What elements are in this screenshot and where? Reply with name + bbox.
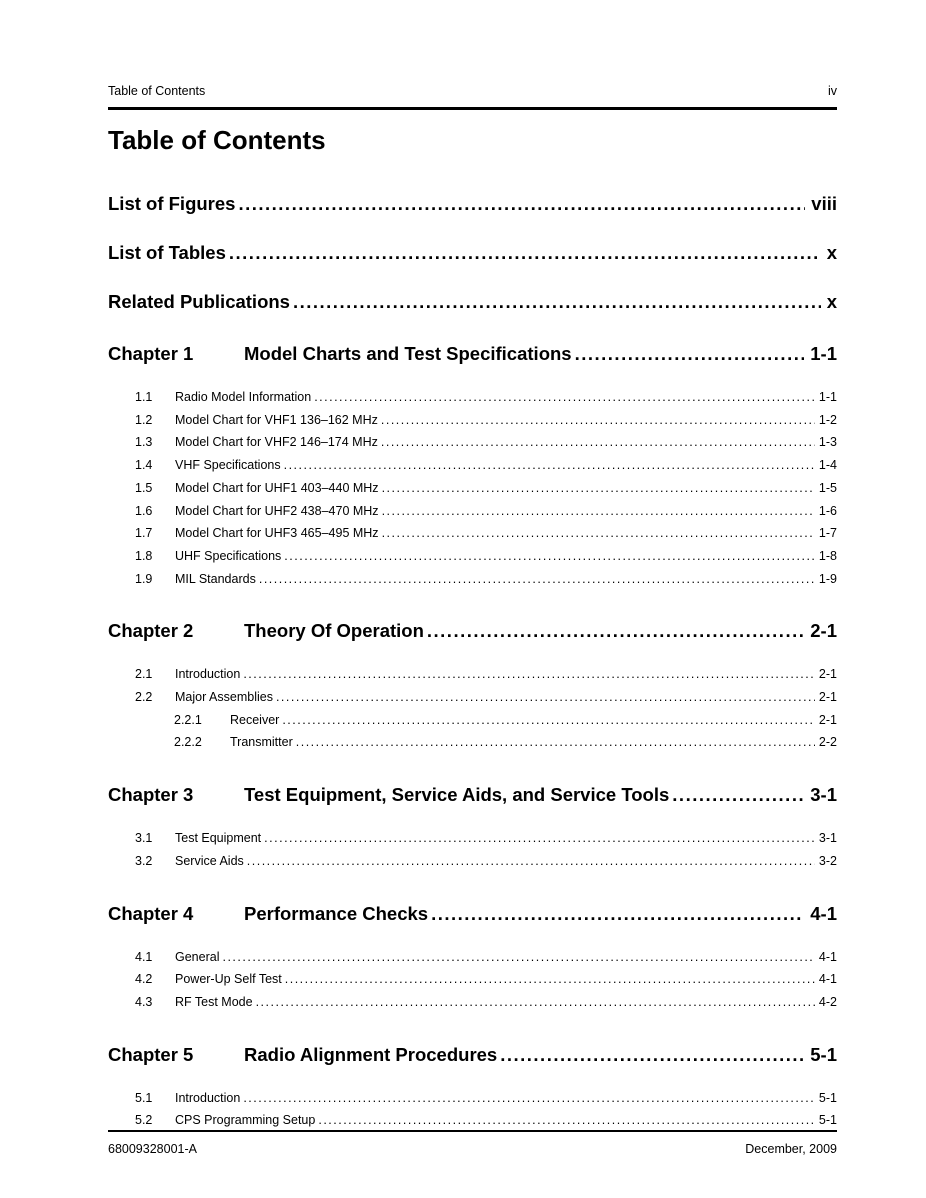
section-page: 4-1 <box>818 972 837 987</box>
section-number: 2.2.2 <box>174 735 202 750</box>
dot-leader <box>293 291 821 313</box>
toc-entry-label: List of Tables <box>108 242 226 263</box>
section-number: 1.9 <box>135 571 153 586</box>
chapter-page: 3-1 <box>810 784 837 806</box>
section-page: 1-9 <box>818 571 837 586</box>
section-number: 4.1 <box>135 949 153 964</box>
dot-leader <box>381 431 815 454</box>
section-page: 1-4 <box>818 458 837 473</box>
toc-section-entry[interactable] <box>108 968 837 991</box>
dot-leader <box>427 620 804 642</box>
dot-leader <box>256 991 815 1014</box>
dot-leader <box>318 1109 815 1132</box>
dot-leader <box>314 386 815 409</box>
section-title: Transmitter <box>230 735 293 750</box>
section-page: 4-2 <box>818 994 837 1009</box>
toc-section-entry[interactable] <box>108 991 837 1014</box>
section-page: 3-1 <box>818 831 837 846</box>
chapter-title: Performance Checks <box>244 902 429 924</box>
toc-entry-page: x <box>826 242 837 263</box>
toc-section-entry[interactable] <box>108 731 837 754</box>
dot-leader <box>672 784 804 806</box>
toc-section-entry[interactable] <box>108 663 837 686</box>
dot-leader <box>238 193 805 215</box>
toc-section-entry[interactable] <box>108 686 837 709</box>
dot-leader <box>247 850 815 873</box>
section-number: 1.3 <box>135 435 153 450</box>
section-page: 1-8 <box>818 548 837 563</box>
section-title: VHF Specifications <box>175 458 281 473</box>
toc-section-entry[interactable] <box>108 522 837 545</box>
section-number: 2.2 <box>135 690 153 705</box>
chapter-title: Model Charts and Test Specifications <box>244 343 572 364</box>
section-title: CPS Programming Setup <box>175 1113 316 1128</box>
chapter-heading[interactable] <box>108 903 837 925</box>
chapter-heading[interactable] <box>108 1044 837 1066</box>
section-page: 5-1 <box>818 1090 837 1105</box>
toc-section-entry[interactable] <box>108 709 837 732</box>
section-number: 4.2 <box>135 972 153 987</box>
dot-leader <box>276 686 815 709</box>
front-matter-list <box>108 193 837 313</box>
dot-leader <box>382 477 815 500</box>
section-title: Service Aids <box>175 853 244 868</box>
section-title: General <box>175 949 220 964</box>
toc-entry-label: List of Figures <box>108 193 236 214</box>
section-title: MIL Standards <box>175 571 256 586</box>
footer-rule <box>108 1130 837 1132</box>
section-number: 1.8 <box>135 548 153 563</box>
section-number: 5.1 <box>135 1090 153 1105</box>
toc-section-entry[interactable] <box>108 827 837 850</box>
section-title: Model Chart for VHF2 146–174 MHz <box>175 435 378 450</box>
chapter-title: Radio Alignment Procedures <box>244 1043 498 1065</box>
chapter-page: 1-1 <box>810 343 837 364</box>
section-page: 4-1 <box>818 949 837 964</box>
dot-leader <box>284 454 815 477</box>
toc-section-entry[interactable] <box>108 409 837 432</box>
chapter-page: 4-1 <box>810 902 837 924</box>
section-title: Power-Up Self Test <box>175 972 282 987</box>
dot-leader <box>259 568 815 591</box>
section-number: 5.2 <box>135 1113 153 1128</box>
section-number: 1.4 <box>135 458 153 473</box>
dot-leader <box>243 663 815 686</box>
section-page: 2-1 <box>818 690 837 705</box>
section-title: Introduction <box>175 667 241 682</box>
section-page: 2-2 <box>818 735 837 750</box>
dot-leader <box>264 827 815 850</box>
section-title: RF Test Mode <box>175 994 253 1009</box>
dot-leader <box>243 1087 815 1110</box>
page-title: Table of Contents <box>108 125 326 155</box>
document-number: 68009328001-A <box>108 1142 197 1156</box>
section-number: 1.2 <box>135 412 153 427</box>
dot-leader <box>381 409 815 432</box>
chapter-title: Test Equipment, Service Aids, and Service Tools <box>244 784 670 806</box>
dot-leader <box>282 709 815 732</box>
toc-section-entry[interactable] <box>108 946 837 969</box>
section-page: 3-2 <box>818 853 837 868</box>
section-number: 2.1 <box>135 667 153 682</box>
running-header <box>108 84 837 98</box>
chapter-heading[interactable] <box>108 784 837 806</box>
chapter-number: Chapter 1 <box>108 343 194 364</box>
section-title: Radio Model Information <box>175 390 312 404</box>
running-header-title: Table of Contents <box>108 84 206 98</box>
toc-section-entry[interactable] <box>108 386 837 409</box>
chapter-heading[interactable] <box>108 343 837 365</box>
dot-leader <box>575 343 805 365</box>
toc-section-entry[interactable] <box>108 850 837 873</box>
chapter-list <box>108 343 837 1132</box>
dot-leader <box>285 968 815 991</box>
dot-leader <box>229 242 821 264</box>
section-number: 3.2 <box>135 853 153 868</box>
page-footer <box>108 1130 837 1156</box>
toc-section-entry[interactable] <box>108 500 837 523</box>
toc-front-entry[interactable] <box>108 291 837 313</box>
section-number: 3.1 <box>135 831 153 846</box>
chapter-heading[interactable] <box>108 620 837 642</box>
section-page: 5-1 <box>818 1113 837 1128</box>
chapter-number: Chapter 2 <box>108 620 194 642</box>
toc-entry-page: x <box>826 291 837 312</box>
section-page: 1-5 <box>818 480 837 495</box>
section-title: Model Chart for UHF1 403–440 MHz <box>175 480 379 495</box>
section-number: 1.5 <box>135 480 153 495</box>
section-page: 1-7 <box>818 526 837 541</box>
toc-front-entry[interactable] <box>108 193 837 215</box>
toc-entry-label: Related Publications <box>108 291 290 312</box>
dot-leader <box>284 545 815 568</box>
chapter-number: Chapter 3 <box>108 784 194 806</box>
section-title: UHF Specifications <box>175 548 282 563</box>
publication-date: December, 2009 <box>745 1142 837 1156</box>
dot-leader <box>500 1044 804 1066</box>
section-page: 1-2 <box>818 412 837 427</box>
section-number: 1.7 <box>135 526 153 541</box>
section-title: Introduction <box>175 1090 241 1105</box>
dot-leader <box>382 500 815 523</box>
chapter-title: Theory Of Operation <box>244 620 424 642</box>
section-page: 2-1 <box>818 667 837 682</box>
section-number: 4.3 <box>135 994 153 1009</box>
toc-section-entry[interactable] <box>108 454 837 477</box>
toc-section-entry[interactable] <box>108 1109 837 1132</box>
toc-entry-page: viii <box>811 193 837 214</box>
section-title: Model Chart for VHF1 136–162 MHz <box>175 412 378 427</box>
toc-front-entry[interactable] <box>108 242 837 264</box>
section-title: Receiver <box>230 712 280 727</box>
section-title: Model Chart for UHF3 465–495 MHz <box>175 526 379 541</box>
chapter-page: 5-1 <box>810 1043 837 1065</box>
toc-section-entry[interactable] <box>108 568 837 591</box>
section-title: Model Chart for UHF2 438–470 MHz <box>175 503 379 518</box>
section-title: Major Assemblies <box>175 690 273 705</box>
header-rule <box>108 107 837 110</box>
chapter-number: Chapter 5 <box>108 1043 194 1065</box>
toc-section-entry[interactable] <box>108 1087 837 1110</box>
chapter-number: Chapter 4 <box>108 902 194 924</box>
section-number: 1.6 <box>135 503 153 518</box>
dot-leader <box>222 946 814 969</box>
section-page: 1-3 <box>818 435 837 450</box>
toc-section-entry[interactable] <box>108 431 837 454</box>
chapter-page: 2-1 <box>810 620 837 642</box>
section-title: Test Equipment <box>175 831 262 846</box>
toc-section-entry[interactable] <box>108 545 837 568</box>
section-page: 1-6 <box>818 503 837 518</box>
dot-leader <box>296 731 815 754</box>
section-page: 2-1 <box>818 712 837 727</box>
page-number: iv <box>827 84 837 98</box>
dot-leader <box>431 903 804 925</box>
section-number: 2.2.1 <box>174 712 202 727</box>
toc-section-entry[interactable] <box>108 477 837 500</box>
section-page: 1-1 <box>818 390 837 404</box>
dot-leader <box>382 522 815 545</box>
section-number: 1.1 <box>135 390 153 404</box>
